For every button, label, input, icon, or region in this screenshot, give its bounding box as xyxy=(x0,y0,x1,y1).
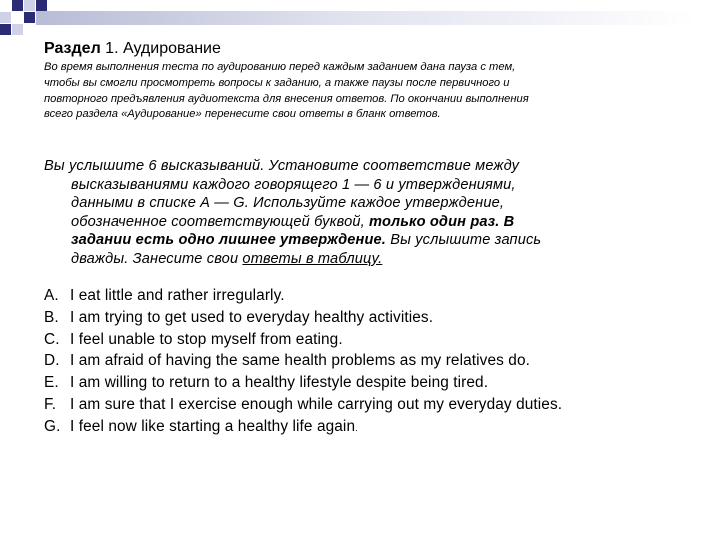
statement-text: I am sure that I exercise enough while carrying out my everyday duties. xyxy=(70,395,563,413)
statement-text: I eat little and rather irregularly. xyxy=(70,287,285,304)
decorative-header-bar xyxy=(36,11,696,25)
task-emphasis: только один раз. В xyxy=(369,213,515,230)
statement-text xyxy=(70,416,358,440)
task-line xyxy=(44,213,684,232)
instructions-line: всего раздела «Аудирование» перенесите свои ответы в бланк ответов. xyxy=(44,108,441,121)
statement-item xyxy=(44,350,694,372)
section-title-rest: 1. Аудирование xyxy=(100,40,221,57)
statement-letter: G. xyxy=(44,417,61,435)
task-text: обозначенное соответствующей буквой, xyxy=(71,213,370,230)
task-line: данными в списке А — G. Используйте каждое утверждение, xyxy=(71,195,505,211)
statement-item xyxy=(44,329,694,351)
statement-text: I am willing to return to a healthy lifestyle despite being tired. xyxy=(70,374,489,392)
task-line: Вы услышите 6 высказываний. Установите соответствие между xyxy=(44,158,520,174)
statement-list xyxy=(44,285,694,440)
statement-item xyxy=(44,394,694,416)
statement-item xyxy=(44,285,694,307)
statement-item xyxy=(44,372,694,394)
statement-letter: D. xyxy=(44,352,60,370)
section-title-bold: Раздел xyxy=(44,40,101,57)
statement-item xyxy=(44,307,694,329)
section-instructions xyxy=(44,60,684,123)
statement-text: I feel unable to stop myself from eating. xyxy=(70,330,343,348)
task-line xyxy=(44,231,684,250)
statement-text: I am trying to get used to everyday healthy activities. xyxy=(70,308,434,326)
statement-letter: F. xyxy=(44,395,57,413)
task-text: Вы услышите запись xyxy=(386,232,542,248)
instructions-line: чтобы вы смогли просмотреть вопросы к заданию, а также паузы после первичного и xyxy=(44,76,510,89)
task-line: высказываниями каждого говорящего 1 — 6 и утверждениями, xyxy=(71,176,516,193)
statement-letter: B. xyxy=(44,308,59,326)
task-text: дважды. Занесите свои xyxy=(71,250,243,267)
task-underlined: ответы в таблицу. xyxy=(242,250,383,267)
statement-letter: A. xyxy=(44,287,59,304)
instructions-line: Во время выполнения теста по аудированию перед каждым заданием дана пауза с тем, xyxy=(44,61,516,73)
task-instructions xyxy=(44,157,684,268)
statement-text-main: I feel now like starting a healthy life again xyxy=(70,417,356,435)
task-line xyxy=(44,250,684,269)
section-title xyxy=(44,39,221,59)
instructions-line: повторного предъявления аудиотекста для внесения ответов. По окончании выполнения xyxy=(44,92,529,105)
statement-text-period: . xyxy=(355,422,358,433)
statement-letter: E. xyxy=(44,374,59,392)
statement-letter: C. xyxy=(44,330,60,348)
task-emphasis: задании есть одно лишнее утверждение. xyxy=(71,232,387,248)
statement-text: I am afraid of having the same health problems as my relatives do. xyxy=(70,352,530,370)
statement-item xyxy=(44,416,694,440)
